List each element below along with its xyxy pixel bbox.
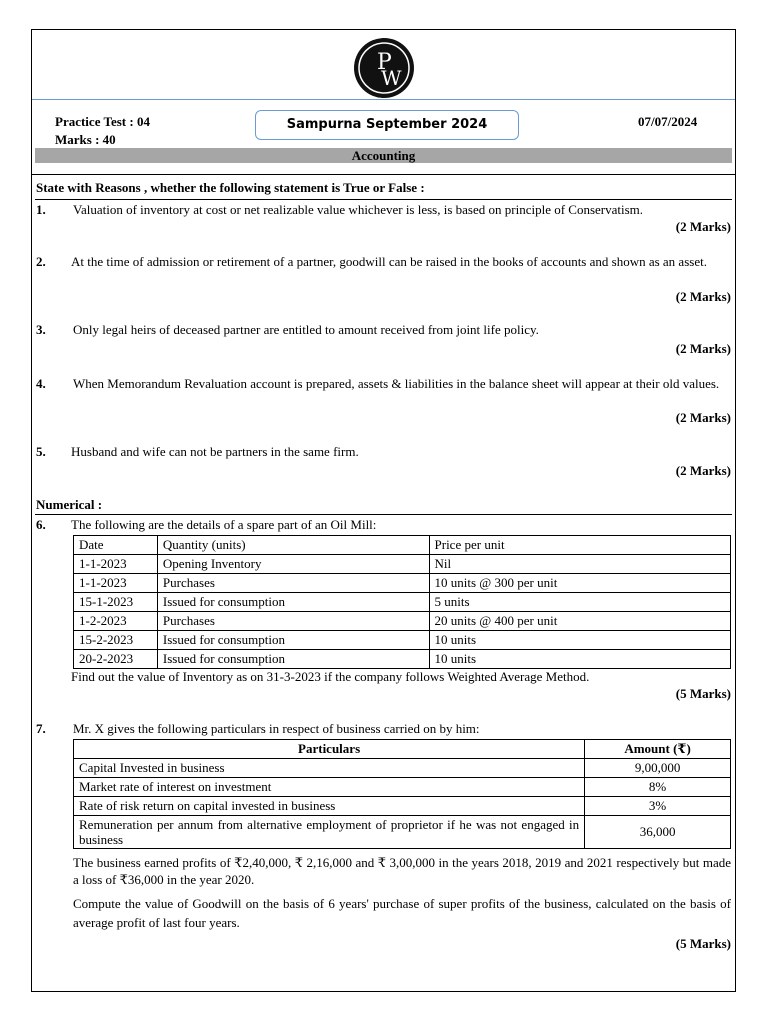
- table-cell: Nil: [429, 555, 730, 574]
- table-cell: 1-1-2023: [74, 574, 158, 593]
- table-cell: Market rate of interest on investment: [74, 778, 585, 797]
- table-cell: 9,00,000: [585, 759, 731, 778]
- question-intro: The following are the details of a spare part of an Oil Mill:: [71, 517, 377, 532]
- table-row: [74, 797, 731, 816]
- question-marks: (2 Marks): [675, 219, 731, 234]
- question-number: 4.: [36, 376, 46, 391]
- question-text: Only legal heirs of deceased partner are entitled to amount received from joint life policy.: [73, 322, 539, 337]
- table-cell: 5 units: [429, 593, 730, 612]
- question-intro: Mr. X gives the following particulars in respect of business carried on by him:: [73, 721, 480, 736]
- table-cell: 10 units @ 300 per unit: [429, 574, 730, 593]
- question-paragraph: Compute the value of Goodwill on the basis of 6 years' purchase of super profits of the business, calculated on the basis of average profit of last four years.: [73, 896, 731, 930]
- question-text: Find out the value of Inventory as on 31-3-2023 if the company follows Weighted Average Method.: [71, 669, 590, 684]
- table-row: [74, 631, 731, 650]
- table-header-row: [74, 536, 731, 555]
- question-marks: (5 Marks): [675, 936, 731, 951]
- section1-heading: State with Reasons , whether the following statement is True or False :: [36, 180, 425, 195]
- svg-text:W: W: [381, 66, 402, 90]
- pw-logo: [353, 37, 415, 99]
- question-text: Husband and wife can not be partners in the same firm.: [71, 444, 359, 459]
- table-header-cell: Amount (₹): [585, 740, 731, 759]
- question-number: 7.: [36, 721, 46, 736]
- divider: [35, 514, 732, 515]
- inventory-table: [73, 535, 731, 669]
- table-row: [74, 816, 731, 849]
- table-cell: 3%: [585, 797, 731, 816]
- divider: [32, 174, 735, 175]
- table-cell: Rate of risk return on capital invested in business: [74, 797, 585, 816]
- question-text: Valuation of inventory at cost or net realizable value whichever is less, is based on principle of Conservatism.: [73, 202, 644, 217]
- table-row: [74, 574, 731, 593]
- question-text: When Memorandum Revaluation account is prepared, assets & liabilities in the balance sheet will appear at their old values.: [73, 376, 720, 391]
- question-marks: (2 Marks): [675, 410, 731, 425]
- test-label: Practice Test : 04: [55, 114, 150, 129]
- question-marks: (2 Marks): [675, 289, 731, 304]
- table-cell: Issued for consumption: [157, 593, 429, 612]
- question-marks: (5 Marks): [675, 686, 731, 701]
- table-cell: Issued for consumption: [157, 631, 429, 650]
- question-number: 2.: [36, 254, 46, 269]
- table-cell: Remuneration per annum from alternative employment of proprietor if he was not engaged in business: [74, 816, 585, 849]
- question-number: 5.: [36, 444, 46, 459]
- table-cell: Opening Inventory: [157, 555, 429, 574]
- marks-label: Marks : 40: [55, 132, 116, 147]
- question-number: 1.: [36, 202, 46, 217]
- question-marks: (2 Marks): [675, 463, 731, 478]
- table-row: [74, 650, 731, 669]
- table-cell: 1-1-2023: [74, 555, 158, 574]
- table-row: [74, 778, 731, 797]
- question-text: At the time of admission or retirement of a partner, goodwill can be raised in the books of accounts and shown as an asset.: [71, 254, 707, 269]
- table-header-cell: Particulars: [74, 740, 585, 759]
- table-cell: Purchases: [157, 574, 429, 593]
- table-cell: 10 units: [429, 631, 730, 650]
- question-marks: (2 Marks): [675, 341, 731, 356]
- table-cell: 36,000: [585, 816, 731, 849]
- table-cell: Capital Invested in business: [74, 759, 585, 778]
- table-cell: Issued for consumption: [157, 650, 429, 669]
- table-row: [74, 593, 731, 612]
- table-cell: 20 units @ 400 per unit: [429, 612, 730, 631]
- table-cell: Purchases: [157, 612, 429, 631]
- table-header-row: [74, 740, 731, 759]
- table-header-cell: Quantity (units): [157, 536, 429, 555]
- table-cell: 15-1-2023: [74, 593, 158, 612]
- table-row: [74, 555, 731, 574]
- table-header-cell: Date: [74, 536, 158, 555]
- exam-date: 07/07/2024: [638, 114, 698, 129]
- svg-text:P: P: [377, 50, 392, 75]
- question-number: 6.: [36, 517, 46, 532]
- table-cell: 20-2-2023: [74, 650, 158, 669]
- table-cell: 10 units: [429, 650, 730, 669]
- exam-title: Sampurna September 2024: [255, 110, 519, 140]
- table-cell: 8%: [585, 778, 731, 797]
- table-header-cell: Price per unit: [429, 536, 730, 555]
- question-paragraph: The business earned profits of ₹2,40,000, ₹ 2,16,000 and ₹ 3,00,000 in the years 2018, 2019 and 2021 respectively but made a loss of ₹36,000 in the year 2020.: [73, 855, 731, 887]
- table-row: [74, 612, 731, 631]
- table-cell: 15-2-2023: [74, 631, 158, 650]
- particulars-table: [73, 739, 731, 849]
- table-cell: 1-2-2023: [74, 612, 158, 631]
- question-number: 3.: [36, 322, 46, 337]
- header-divider: [32, 99, 735, 100]
- table-row: [74, 759, 731, 778]
- section2-heading: Numerical :: [36, 497, 103, 512]
- divider: [35, 199, 732, 200]
- subject-bar: Accounting: [35, 148, 732, 163]
